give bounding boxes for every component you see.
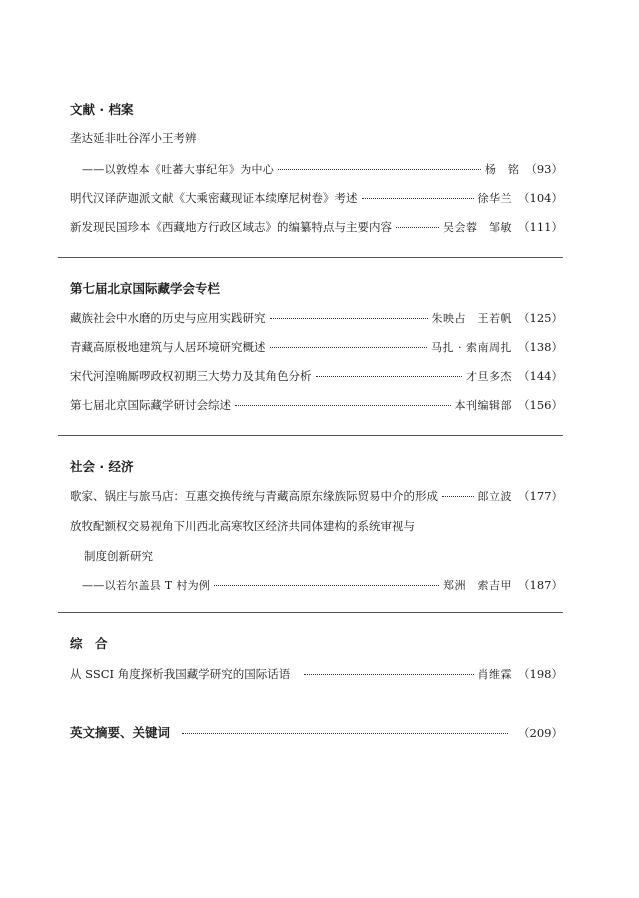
dot-leader bbox=[278, 169, 481, 170]
toc-entry[interactable] bbox=[70, 517, 563, 535]
entry-page-number: （138） bbox=[518, 340, 563, 354]
section-heading: 文献 · 档案 bbox=[70, 102, 134, 117]
toc-section-society-economy bbox=[70, 458, 563, 476]
toc-section-general bbox=[70, 635, 563, 653]
toc-entry[interactable] bbox=[70, 338, 563, 356]
entry-author: 肖维霖 bbox=[477, 668, 513, 681]
section-heading: 综 合 bbox=[70, 636, 108, 651]
entry-subtitle: ——以若尔盖县 T 村为例 bbox=[82, 579, 211, 592]
toc-entry[interactable] bbox=[70, 129, 563, 147]
toc-entry[interactable] bbox=[70, 160, 563, 178]
entry-title: 新发现民国珍本《西藏地方行政区域志》的编纂特点与主要内容 bbox=[70, 220, 392, 234]
entry-author: 郑洲 索吉甲 bbox=[443, 579, 513, 592]
toc-entry[interactable] bbox=[70, 547, 563, 565]
toc-entry[interactable] bbox=[70, 189, 563, 207]
entry-author: 郎立波 bbox=[477, 490, 513, 503]
section-heading: 第七届北京国际藏学会专栏 bbox=[70, 281, 221, 296]
toc-entry[interactable] bbox=[70, 576, 563, 594]
entry-title: 垄达延非吐谷浑小王考辨 bbox=[70, 131, 197, 145]
entry-title: 藏族社会中水磨的历史与应用实践研究 bbox=[70, 311, 266, 325]
dot-leader bbox=[396, 227, 439, 228]
entry-title: 从 SSCI 角度探析我国藏学研究的国际话语 bbox=[70, 667, 291, 681]
dot-leader bbox=[182, 733, 508, 734]
entry-page-number: （111） bbox=[518, 220, 563, 234]
dot-leader bbox=[362, 198, 474, 199]
dot-leader bbox=[214, 585, 439, 586]
entry-page-number: （104） bbox=[518, 191, 563, 205]
toc-entry[interactable] bbox=[70, 367, 563, 385]
toc-section-beijing-seminar bbox=[70, 280, 563, 298]
section-divider bbox=[58, 257, 563, 258]
section-divider bbox=[58, 612, 563, 613]
toc-entry[interactable] bbox=[70, 396, 563, 414]
entry-page-number: （177） bbox=[518, 489, 563, 503]
entry-page-number: （156） bbox=[518, 398, 563, 412]
dot-leader bbox=[270, 347, 428, 348]
entry-author: 本刊编辑部 bbox=[454, 399, 513, 412]
dot-leader bbox=[235, 405, 451, 406]
entry-title: 歌家、锅庄与旅马店：互惠交换传统与青藏高原东缘族际贸易中介的形成 bbox=[70, 489, 438, 503]
entry-page-number: （209） bbox=[518, 726, 563, 740]
toc-entry-english-abstracts[interactable] bbox=[70, 724, 563, 742]
entry-title: 第七届北京国际藏学研讨会综述 bbox=[70, 398, 231, 412]
dot-leader bbox=[304, 674, 473, 675]
dot-leader bbox=[442, 496, 474, 497]
entry-title: 青藏高原极地建筑与人居环境研究概述 bbox=[70, 340, 266, 354]
entry-author: 朱映占 王若帆 bbox=[431, 312, 513, 325]
toc-entry[interactable] bbox=[70, 309, 563, 327]
entry-page-number: （93） bbox=[525, 162, 563, 176]
entry-author: 吴会蓉 邹敏 bbox=[443, 221, 513, 234]
entry-page-number: （125） bbox=[518, 311, 563, 325]
entry-title: 英文摘要、关键词 bbox=[70, 725, 171, 740]
toc-section-documents-archives bbox=[70, 101, 563, 119]
toc-entry[interactable] bbox=[70, 487, 563, 505]
entry-author: 才旦多杰 bbox=[466, 370, 513, 383]
entry-title-continued: 制度创新研究 bbox=[84, 549, 153, 563]
toc-entry[interactable] bbox=[70, 218, 563, 236]
entry-page-number: （144） bbox=[518, 369, 563, 383]
entry-title: 放牧配额权交易视角下川西北高寒牧区经济共同体建构的系统审视与 bbox=[70, 519, 415, 533]
toc-entry[interactable] bbox=[70, 665, 563, 683]
section-divider bbox=[58, 435, 563, 436]
entry-author: 杨 铭 bbox=[484, 163, 520, 176]
entry-subtitle: ——以敦煌本《吐蕃大事纪年》为中心 bbox=[82, 163, 275, 176]
entry-title: 明代汉译萨迦派文献《大乘密藏现证本续摩尼树卷》考述 bbox=[70, 191, 358, 205]
entry-author: 徐华兰 bbox=[477, 192, 513, 205]
entry-page-number: （187） bbox=[518, 578, 563, 592]
entry-title: 宋代河湟唃厮啰政权初期三大势力及其角色分析 bbox=[70, 369, 312, 383]
entry-page-number: （198） bbox=[518, 667, 563, 681]
entry-author: 马扎 · 索南周扎 bbox=[431, 341, 513, 354]
dot-leader bbox=[316, 376, 463, 377]
dot-leader bbox=[270, 318, 428, 319]
section-heading: 社会 · 经济 bbox=[70, 459, 134, 474]
